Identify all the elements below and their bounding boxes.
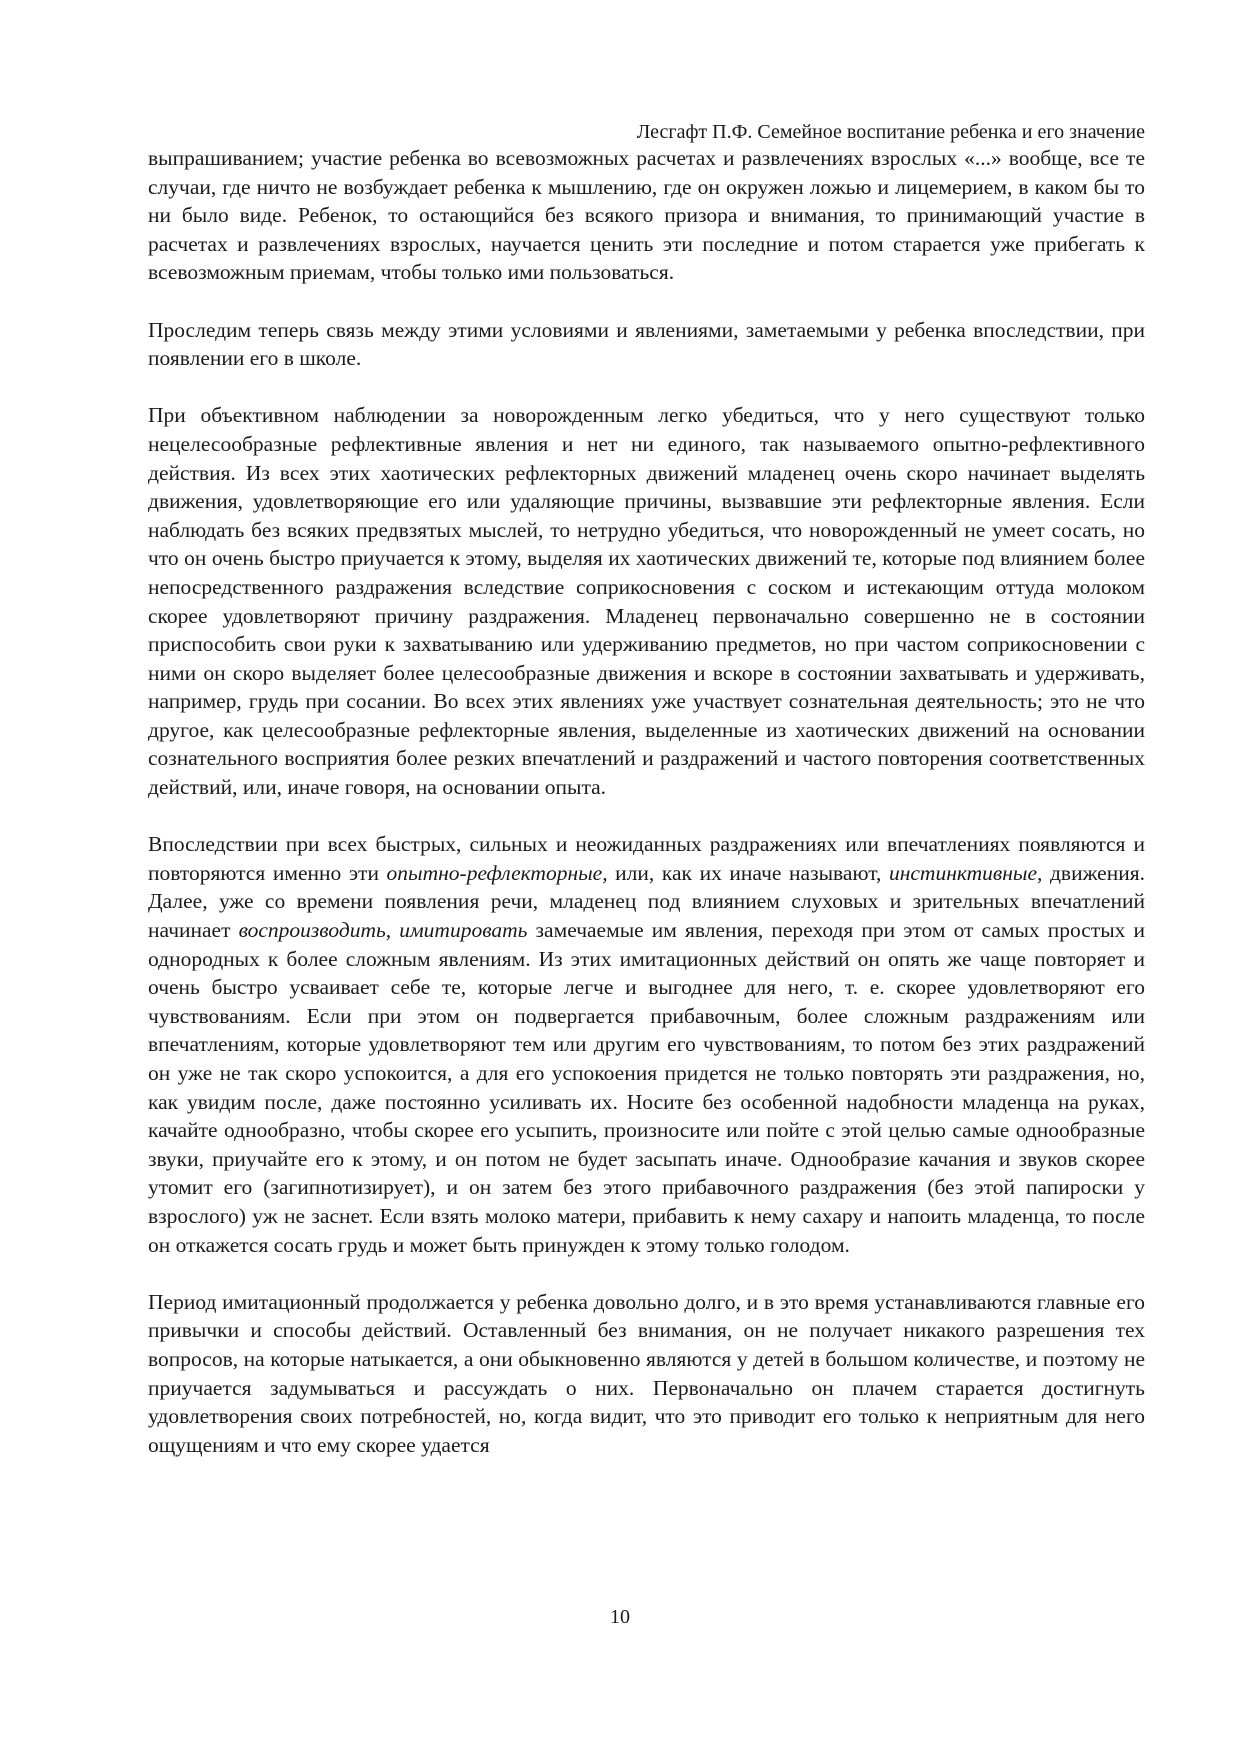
paragraph: [148, 1288, 1145, 1460]
paragraph: [148, 401, 1145, 801]
text-segment: замечаемые им явления, переходя при этом от самых простых и однородных к более сложным явлениям. Из этих имитационных действий он опять же чаще повторяет и очень быстро усваивает себе те, которые легче и выгоднее для него, т. е. скорее удовлетворяют его чувствованиям. Если при этом он подвергается прибавочным, более сложным раздражениям или впечатлениям, которые удовлетворяют тем или другим его чувствованиям, то потом без этих раздражений он уже не так скоро успокоится, а для его успокоения придется не только повторять эти раздражения, но, как увидим после, даже постоянно усиливать их. Носите без особенной надобности младенца на руках, качайте однообразно, чтобы скорее его усыпить, произносите или пойте с этой целью самые однообразные звуки, приучайте его к этому, и он потом не будет засыпать иначе. Однообразие качания и звуков скорее утомит его (загипнотизирует), и он затем без этого прибавочного раздражения (без этой папироски у взрослого) уж не заснет. Если взять молоко матери, прибавить к нему сахару и напоить младенца, то после он откажется сосать грудь и может быть принужден к этому только голодом.: [148, 918, 1145, 1257]
italic-term: инстинктивные,: [888, 860, 1043, 885]
body-text: [148, 144, 1145, 1459]
text-segment: Проследим теперь связь между этими условиями и явлениями, заметаемыми у ребенка впоследствии, при появлении его в школе.: [148, 317, 1145, 371]
running-header: Лесгафт П.Ф. Семейное воспитание ребенка и его значение: [636, 121, 1145, 143]
paragraph: [148, 830, 1145, 1259]
text-segment: Впоследствии при всех быстрых, сильных и неожиданных раздражениях или впечатлениях появляются и повторяются именно эти: [148, 832, 1145, 885]
page-number: 10: [610, 1606, 630, 1628]
text-segment: Период имитационный продолжается у ребенка довольно долго, и в это время устанавливаются главные его привычки и способы действий. Оставленный без внимания, он не получает никакого разрешения тех вопросов, на которые натыкается, а они обыкновенно являются у детей в большом количестве, и поэтому не приучается задумываться и рассуждать о них. Первоначально он плачем старается достигнуть удовлетворения своих потребностей, но, когда видит, что это приводит его только к неприятным для него ощущениям и что ему скорее удается: [148, 1289, 1145, 1457]
italic-term: опытно-рефлекторные,: [386, 860, 608, 885]
paragraph: [148, 144, 1145, 287]
paragraph: [148, 316, 1145, 373]
text-segment: движения. Далее, уже со времени появления речи, младенец под влиянием слуховых и зрительных впечатлений начинает: [148, 860, 1145, 943]
text-segment: При объективном наблюдении за новорожденным легко убедиться, что у него существуют только нецелесообразные рефлективные явления и нет ни единого, так называемого опытно-рефлективного действия. Из всех этих хаотических рефлекторных движений младенец очень скоро начинает выделять движения, удовлетворяющие его или удаляющие причины, вызвавшие эти рефлекторные явления. Если наблюдать без всяких предвзятых мыслей, то нетрудно убедиться, что новорожденный не умеет сосать, но что он очень быстро приучается к этому, выделяя их хаотических движений те, которые под влиянием более непосредственного раздражения вследствие соприкосновения с соском и истекающим оттуда молоком скорее удовлетворяют причину раздражения. Младенец первоначально совершенно не в состоянии приспособить свои руки к захватыванию или удерживанию предметов, но при частом соприкосновении с ними он скоро выделяет более целесообразные движения и вскоре в состоянии захватывать и удерживать, например, грудь при сосании. Во всех этих явлениях уже участвует сознательная деятельность; это не что другое, как целесообразные рефлекторные явления, выделенные из хаотических движений на основании сознательного восприятия более резких впечатлений и раздражений и частого повторения соответственных действий, или, иначе говоря, на основании опыта.: [148, 403, 1145, 800]
text-segment: выпрашиванием; участие ребенка во всевозможных расчетах и развлечениях взрослых «...» вообще, все те случаи, где ничто не возбуждает ребенка к мышлению, где он окружен ложью и лицемерием, в каком бы то ни было виде. Ребенок, то остающийся без всякого призора и внимания, то принимающий участие в расчетах и развлечениях взрослых, научается ценить эти последние и потом старается уже прибегать к всевозможным приемам, чтобы только ими пользоваться.: [148, 146, 1145, 285]
italic-term: воспроизводить, имитировать: [238, 918, 528, 943]
text-segment: или, как их иначе называют,: [607, 860, 889, 885]
